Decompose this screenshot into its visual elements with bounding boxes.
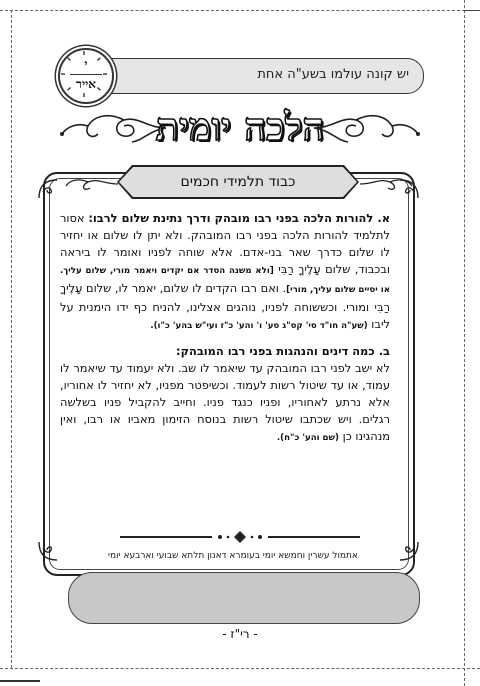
paragraph-b — [60, 343, 390, 447]
date-divider — [70, 74, 102, 75]
article-body — [60, 210, 390, 455]
crop-line-top — [0, 10, 480, 11]
empty-note-box — [68, 572, 420, 624]
crop-line-left — [11, 10, 12, 668]
date-badge — [58, 48, 114, 104]
section-right-scroll-icon — [360, 176, 414, 192]
crop-line-right — [464, 0, 465, 686]
section-left-scroll-icon — [64, 176, 118, 192]
corner-ornament-icon — [37, 540, 59, 562]
paragraph-a-heading: א. להורות הלכה בפני רבו מובהק ודרך נתינת שלום לרבו: — [88, 211, 390, 225]
paragraph-a-source: (שע"ה חו"ד סי' קס"ג סע' ו' והע' כ"ז ועי"ש בהע' כ"ו). — [150, 321, 368, 331]
divider-ornament-icon — [120, 530, 360, 544]
paragraph-a — [60, 210, 390, 335]
crop-line-bottom — [0, 668, 480, 669]
page-number: - רי"ז - — [222, 627, 258, 641]
paragraph-b-text: לא ישב לפני רבו המובהק עד שיאמר לו שב. ולא יעמוד עד שיאמר לו עמוד, או עד שיטול רשות לעמוד. וכשיפטר מפניו, לא יחזיר לו אחוריו, אלא נרתע לאחוריו, ופניו כנגד פניו. וחייב להקביל פניו בשלשה רגלים. ויש שכתבו שיטול רשות בנוסח הזימון מאביו או רבו, ואין מנהגינו כן — [60, 361, 390, 443]
paragraph-a-text-cont: . ואם רבו הקדים לו שלום, יאמר לו, שלום עָלֶיךָ רַבִּי ומורי. וכששוחה לפניו, נוהגים אצלינו, להניח כף ידו הימנית על ליבו — [60, 281, 390, 331]
corner-tab — [464, 0, 480, 11]
right-flourish-icon — [312, 108, 422, 148]
paragraph-a-text: אסור לתלמיד להורות הלכה בפני רבו המובהק. ולא יתן לו שלום או יחזיר לו שלום כדרך שאר בני-אדם. אלא שוחה לפניו ואומר לו ביראה ובכבוד, שלום עָלֶיךָ רַבִּי — [60, 211, 390, 276]
header-motto: יש קונה עולמו בשע"ה אחת — [257, 67, 409, 82]
section-title: כבוד תלמידי חכמים — [180, 174, 296, 190]
footer-rule — [0, 680, 40, 682]
omer-count-line: אתמול עשרין וחמשא יומי בעומרא דאנון תלתא שבועי וארבעא יומי — [108, 551, 358, 561]
title-block — [50, 98, 430, 158]
date-day: י — [84, 57, 88, 71]
date-month: אייר — [76, 77, 96, 91]
paragraph-a-note: [ולא משנה הסדר אם יקדים ויאמר מורי, שלום עליך. או יסיים שלום עליך, מורי] — [60, 266, 390, 295]
page-title: הלכה יומית — [155, 104, 325, 149]
paragraph-b-source: (שם והע' כ"ח). — [276, 433, 339, 443]
paragraph-b-heading: ב. כמה דינים והנהגות בפני רבו המובהק: — [176, 344, 390, 358]
corner-ornament-icon — [37, 178, 59, 200]
